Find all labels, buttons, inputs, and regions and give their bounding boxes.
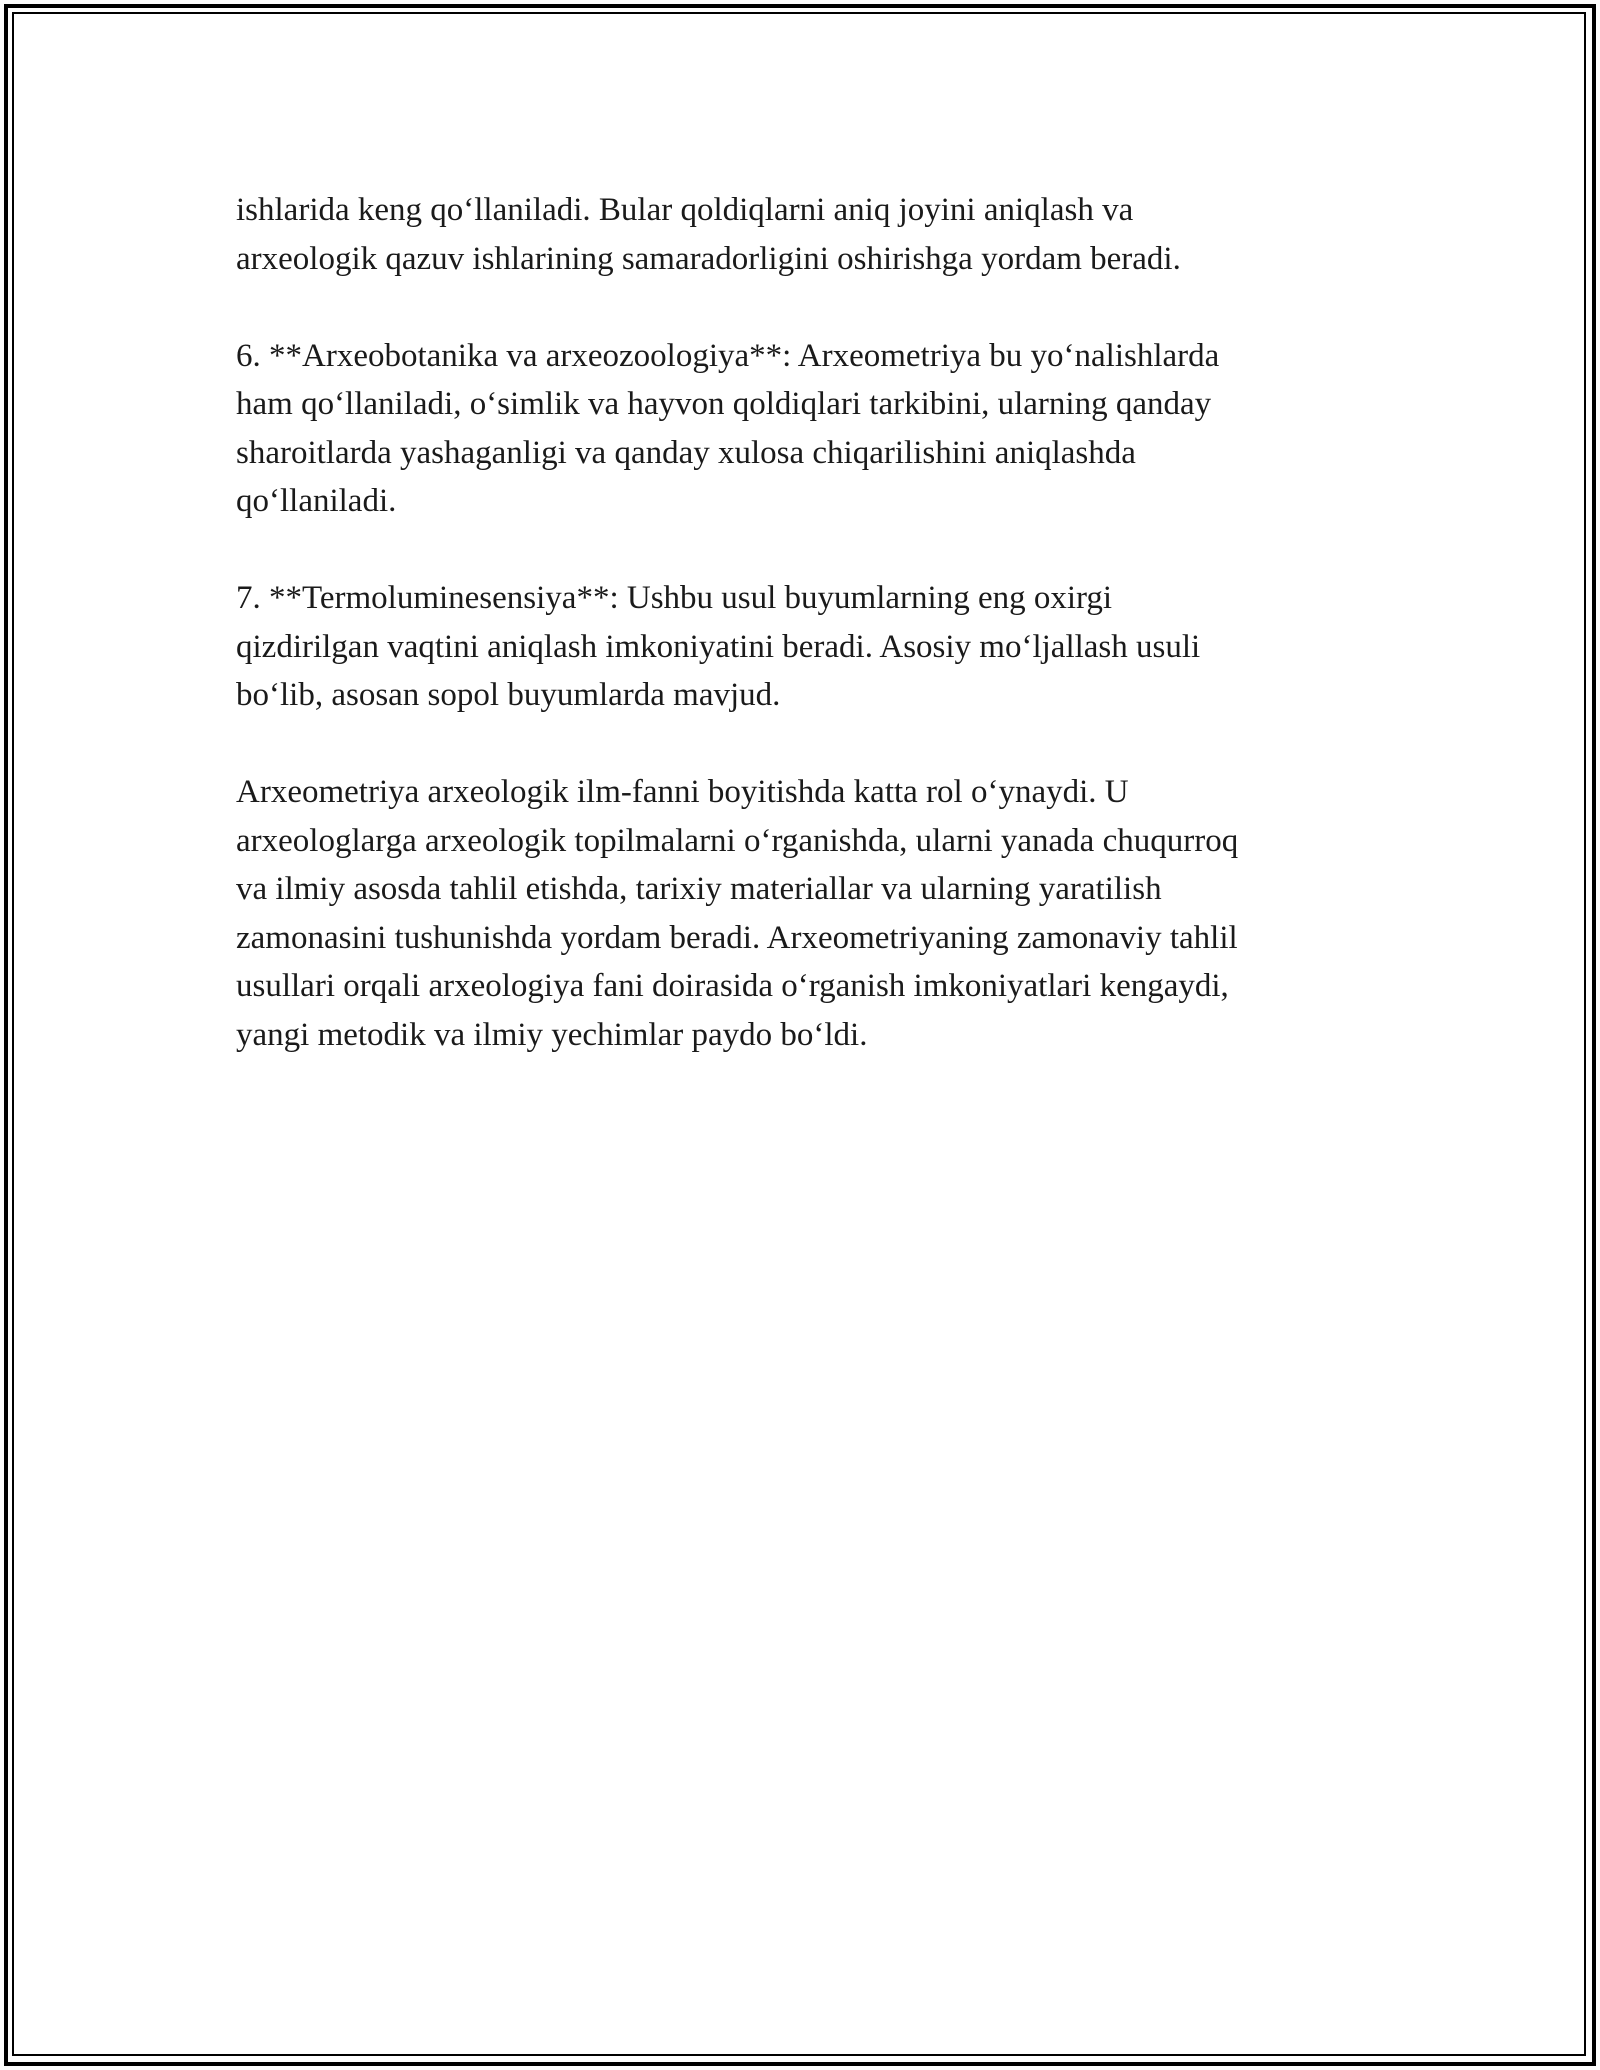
paragraph-item-7: 7. **Termoluminesensiya**: Ushbu usul buyumlarning eng oxirgi qizdirilgan vaqtini aniqlash imkoniyatini beradi. Asosiy mo‘ljallash usuli bo‘lib, asosan sopol buyumlarda mavjud. [236, 580, 1201, 713]
paragraph-item-6: 6. **Arxeobotanika va arxeozoologiya**: Arxeometriya bu yo‘nalishlarda ham qo‘llaniladi, o‘simlik va hayvon qoldiqlari tarkibini, ularning qanday sharoitlarda yashaganligi va qanday xulosa chiqarilishini aniqlashda qo‘llaniladi. [236, 337, 1220, 519]
paragraph-conclusion: Arxeometriya arxeologik ilm-fanni boyitishda katta rol o‘ynaydi. U arxeologlarga arxeologik topilmalarni o‘rganishda, ularni yanada chuqurroq va ilmiy asosda tahlil etishda, tarixiy materiallar va ularning yaratilish zamonasini tushunishda yordam beradi. Arxeometriyaning zamonaviy tahlil usullari orqali arxeologiya fani doirasida o‘rganish imkoniyatlari kengaydi, yangi metodik va ilmiy yechimlar paydo bo‘ldi. [236, 774, 1239, 1053]
document-body [236, 186, 1366, 1108]
paragraph-continuation: ishlarida keng qo‘llaniladi. Bular qoldiqlarni aniq joyini aniqlash va arxeologik qazuv ishlarining samaradorligini oshirishga yordam beradi. [236, 192, 1181, 277]
